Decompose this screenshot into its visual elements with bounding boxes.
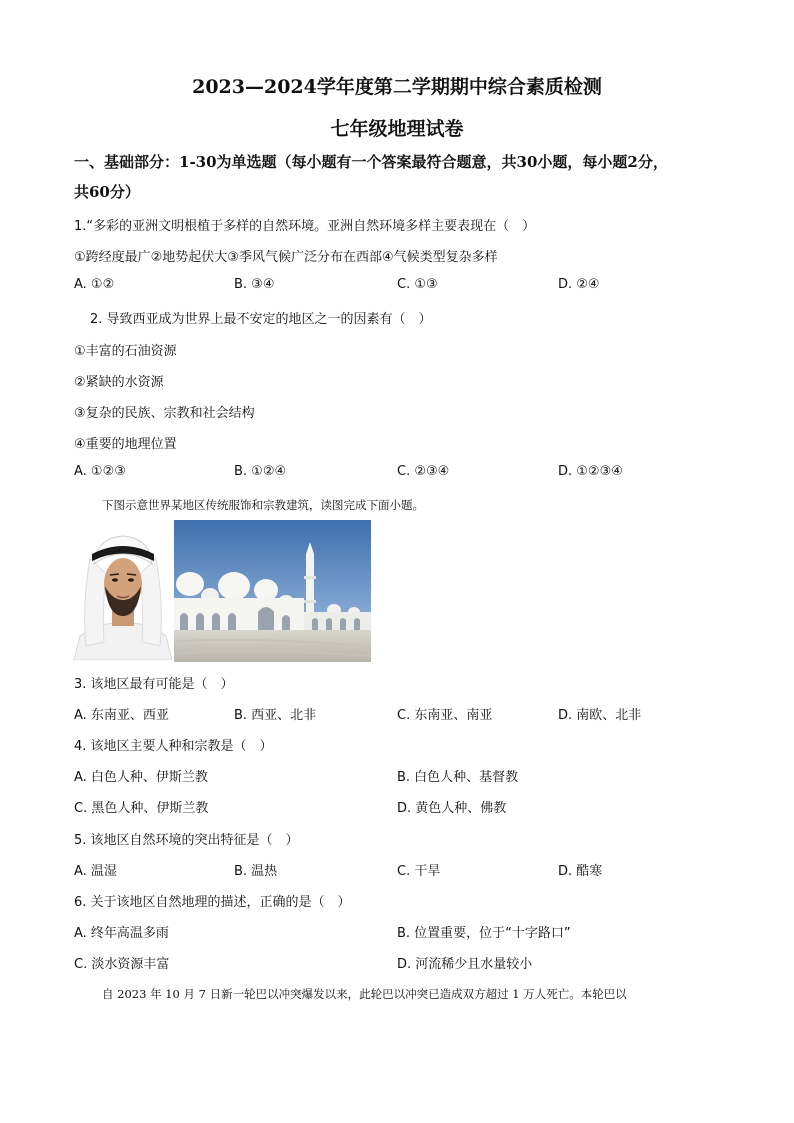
- question-6-stem: 6. 关于该地区自然地理的描述，正确的是（ ）: [74, 895, 351, 910]
- exam-title: 2023—2024学年度第二学期期中综合素质检测: [192, 76, 602, 98]
- question-1-option-b: B. ③④: [234, 277, 275, 292]
- question-2-option-d: D. ①②③④: [558, 464, 623, 479]
- traditional-clothing-photo: [72, 524, 174, 660]
- question-2-item-2: ②紧缺的水资源: [74, 375, 164, 390]
- section-heading-line1: 一、基础部分：1-30为单选题（每小题有一个答案最符合题意，共30小题，每小题2分，: [74, 153, 668, 171]
- question-3-option-c: C. 东南亚、南亚: [397, 708, 493, 723]
- question-6-option-c: C. 淡水资源丰富: [74, 957, 170, 972]
- question-3-option-b: B. 西亚、北非: [234, 708, 317, 723]
- question-3-option-d: D. 南欧、北非: [558, 708, 642, 723]
- question-2-option-c: C. ②③④: [397, 464, 450, 479]
- passage-intro: 自 2023 年 10 月 7 日新一轮巴以冲突爆发以来，此轮巴以冲突已造成双方超过 1 万人死亡。本轮巴以: [102, 987, 627, 1001]
- question-1-stem: 1.“多彩的亚洲文明根植于多样的自然环境。亚洲自然环境多样主要表现在（ ）: [74, 219, 536, 234]
- question-2-item-4: ④重要的地理位置: [74, 437, 177, 452]
- question-4-option-a: A. 白色人种、伊斯兰教: [74, 770, 208, 785]
- question-3-option-a: A. 东南亚、西亚: [74, 708, 169, 723]
- question-1-option-d: D. ②④: [558, 277, 600, 292]
- question-1-option-a: A. ①②: [74, 277, 115, 292]
- figure-intro: 下图示意世界某地区传统服饰和宗教建筑，读图完成下面小题。: [102, 498, 424, 512]
- question-5-option-a: A. 温湿: [74, 864, 117, 879]
- question-4-option-d: D. 黄色人种、佛教: [397, 801, 507, 816]
- question-2-stem: 2. 导致西亚成为世界上最不安定的地区之一的因素有（ ）: [90, 312, 432, 327]
- question-5-option-c: C. 干旱: [397, 864, 441, 879]
- question-2-option-b: B. ①②④: [234, 464, 287, 479]
- question-1-option-c: C. ①③: [397, 277, 438, 292]
- question-1-items: ①跨经度最广②地势起伏大③季风气候广泛分布在西部④气候类型复杂多样: [74, 250, 498, 265]
- question-4-option-b: B. 白色人种、基督教: [397, 770, 519, 785]
- question-4-option-c: C. 黑色人种、伊斯兰教: [74, 801, 209, 816]
- mosque-photo: [174, 520, 371, 662]
- question-2-item-1: ①丰富的石油资源: [74, 344, 177, 359]
- question-5-stem: 5. 该地区自然环境的突出特征是（ ）: [74, 833, 299, 848]
- section-heading-line2: 共60分）: [74, 183, 140, 201]
- question-6-option-b: B. 位置重要，位于“十字路口”: [397, 926, 571, 941]
- question-5-option-d: D. 酷寒: [558, 864, 603, 879]
- question-6-option-d: D. 河流稀少且水量较小: [397, 957, 533, 972]
- question-2-option-a: A. ①②③: [74, 464, 126, 479]
- question-3-stem: 3. 该地区最有可能是（ ）: [74, 677, 234, 692]
- question-4-stem: 4. 该地区主要人种和宗教是（ ）: [74, 739, 273, 754]
- question-5-option-b: B. 温热: [234, 864, 278, 879]
- question-2-item-3: ③复杂的民族、宗教和社会结构: [74, 406, 255, 421]
- exam-subtitle: 七年级地理试卷: [330, 118, 464, 140]
- question-6-option-a: A. 终年高温多雨: [74, 926, 169, 941]
